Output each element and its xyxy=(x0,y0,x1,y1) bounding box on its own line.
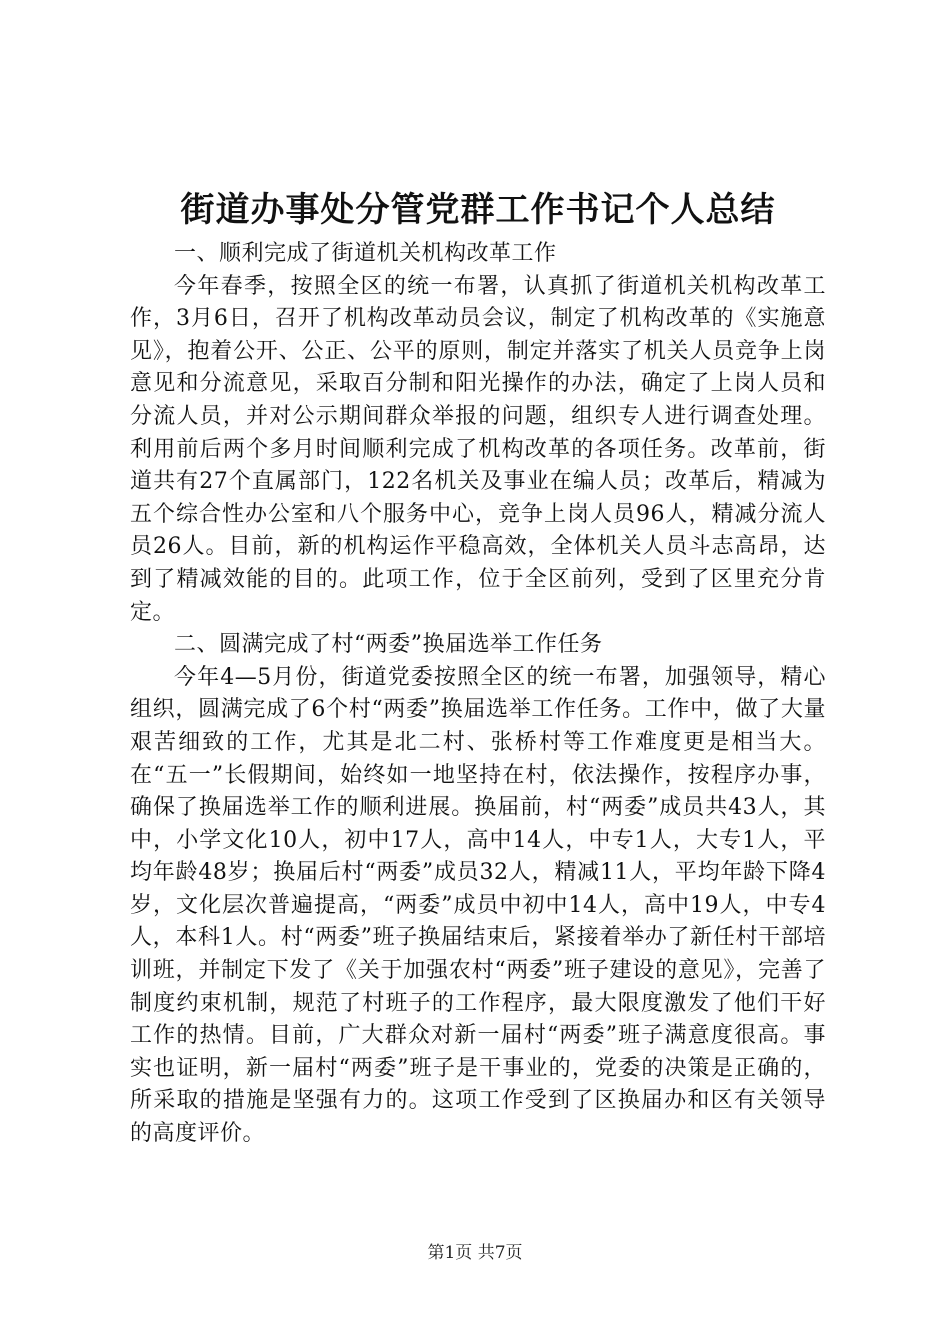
section-paragraph: 今年4—5月份，街道党委按照全区的统一布署，加强领导，精心组织，圆满完成了6个村“两委”换届选举工作任务。工作中，做了大量艰苦细致的工作，尤其是北二村、张桥村等工作难度更是相当大。在“五一”长假期间，始终如一地坚持在村，依法操作，按程序办事，确保了换届选举工作的顺利进展。换届前，村“两委”成员共43人，其中，小学文化10人，初中17人，高中14人，中专1人，大专1人，平均年龄48岁；换届后村“两委”成员32人，精减11人，平均年龄下降4岁，文化层次普遍提高，“两委”成员中初中14人，高中19人，中专4人，本科1人。村“两委”班子换届结束后，紧接着举办了新任村干部培训班，并制定下发了《关于加强农村“两委”班子建设的意见》，完善了制度约束机制，规范了村班子的工作程序，最大限度激发了他们干好工作的热情。目前，广大群众对新一届村“两委”班子满意度很高。事实也证明，新一届村“两委”班子是干事业的，党委的决策是正确的，所采取的措施是坚强有力的。这项工作受到了区换届办和区有关领导的高度评价。 xyxy=(130,664,826,1147)
section-heading: 一、顺利完成了街道机关机构改革工作 xyxy=(174,241,557,266)
page-footer: 第1页 共7页 xyxy=(427,1243,523,1263)
document-body xyxy=(130,238,826,1151)
section-paragraph: 今年春季，按照全区的统一布署，认真抓了街道机关机构改革工作，3月6日，召开了机构改革动员会议，制定了机构改革的《实施意见》，抱着公开、公正、公平的原则，制定并落实了机关人员竞争上岗意见和分流意见，采取百分制和阳光操作的办法，确定了上岗人员和分流人员，并对公示期间群众举报的问题，组织专人进行调查处理。利用前后两个多月时间顺利完成了机构改革的各项任务。改革前，街道共有27个直属部门，122名机关及事业在编人员；改革后，精减为五个综合性办公室和八个服务中心，竞争上岗人员96人，精减分流人员26人。目前，新的机构运作平稳高效，全体机关人员斗志高昂，达到了精减效能的目的。此项工作，位于全区前列，受到了区里充分肯定。 xyxy=(130,273,826,625)
document-title: 街道办事处分管党群工作书记个人总结 xyxy=(180,190,776,230)
section-heading: 二、圆满完成了村“两委”换届选举工作任务 xyxy=(174,632,603,658)
